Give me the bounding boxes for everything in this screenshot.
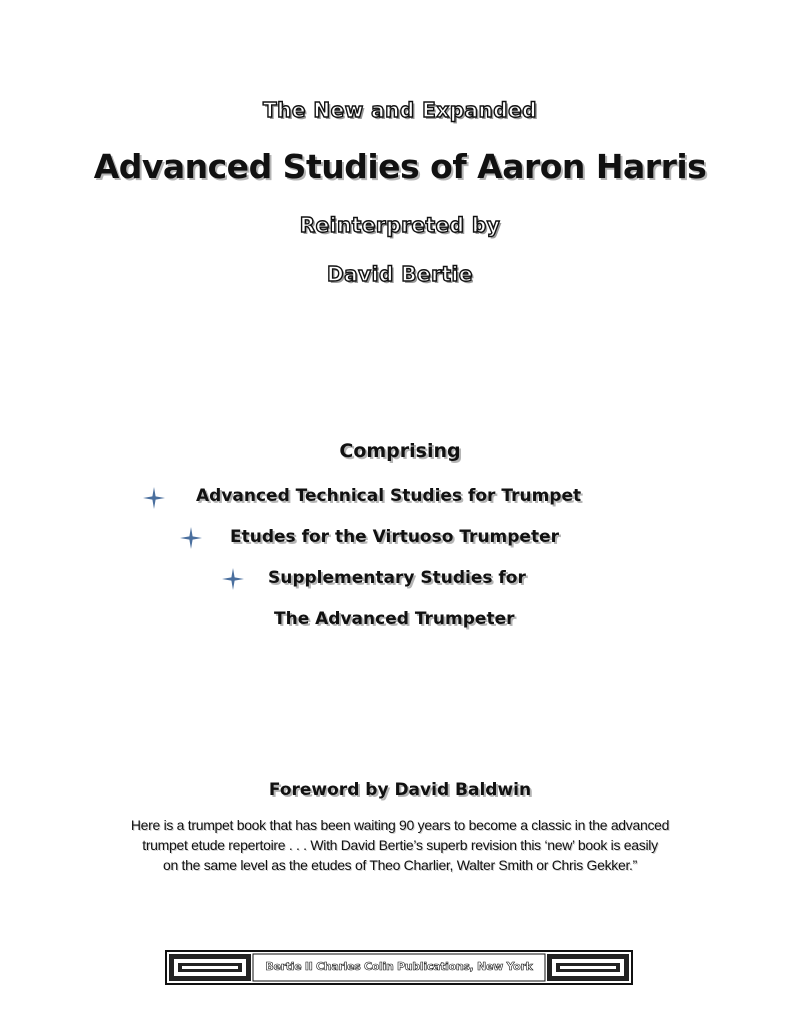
publisher-banner — [165, 950, 633, 985]
contents-item-label: Supplementary Studies for — [268, 568, 526, 588]
four-point-star-icon — [179, 526, 203, 550]
contents-item — [196, 486, 581, 506]
contents-item-label: The Advanced Trumpeter — [274, 609, 515, 629]
four-point-star-icon — [142, 486, 166, 510]
reinterpreted-by: Reinterpreted by — [299, 213, 501, 237]
four-point-star-icon — [221, 567, 245, 591]
book-title: Advanced Studies of Aaron Harris — [93, 147, 707, 186]
publisher-text: Bertie II Charles Colin Publications, New York — [265, 960, 533, 973]
quote-line: Here is a trumpet book that has been waiting 90 years to become a classic in the advanced — [130, 817, 670, 833]
contents-item-label: Advanced Technical Studies for Trumpet — [196, 486, 582, 506]
author-name: David Bertie — [327, 262, 473, 286]
foreword-quote — [110, 815, 690, 875]
contents-item — [268, 568, 526, 588]
contents-item — [274, 609, 515, 629]
quote-line: trumpet etude repertoire . . . With David Bertie’s superb revision this ‘new’ book is easily — [142, 837, 658, 853]
contents-item — [230, 527, 559, 547]
subtitle-top: The New and Expanded — [263, 98, 537, 122]
contents-item-label: Etudes for the Virtuoso Trumpeter — [230, 527, 559, 547]
quote-line: on the same level as the etudes of Theo Charlier, Walter Smith or Chris Gekker.” — [163, 857, 637, 873]
foreword-heading: Foreword by David Baldwin — [268, 780, 532, 800]
comprising-heading: Comprising — [339, 440, 461, 462]
